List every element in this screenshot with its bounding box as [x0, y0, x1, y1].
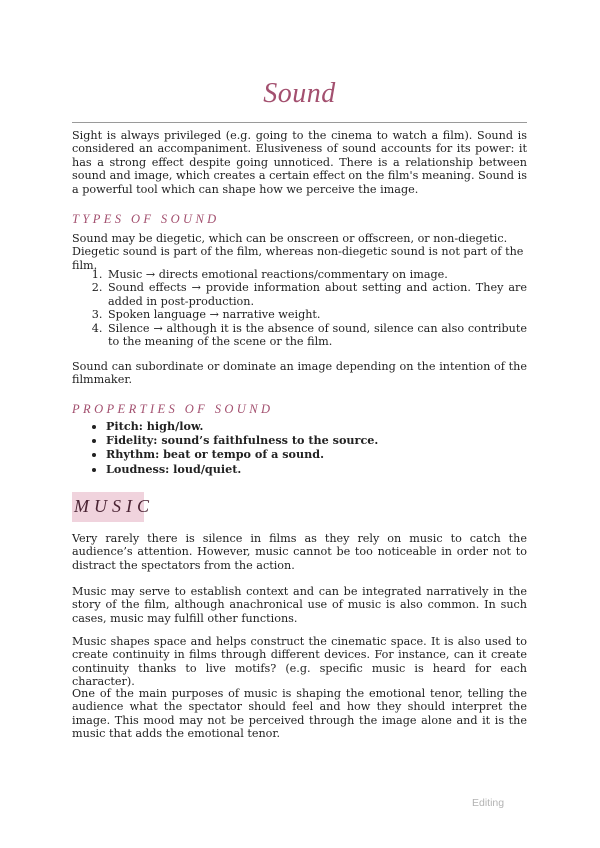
- music-paragraph-3-block: [72, 635, 527, 689]
- types-line-1: Sound may be diegetic, which can be onscreen or offscreen, or non-diegetic.: [72, 232, 508, 245]
- list-item: • Fidelity: sound’s faithfulness to the source.: [106, 433, 527, 447]
- list-item: • Pitch: high/low.: [106, 419, 527, 433]
- types-list-block: [72, 268, 527, 348]
- intro-paragraph: Sight is always privileged (e.g. going to the cinema to watch a film). Sound is considered an accompaniment. Elusiveness of sound accounts for its power: it has a strong effect despite going unnoticed. There is a relationship between sound and image, which creates a certain effect on the film's meaning. Sound is a powerful tool which can shape how we perceive the image.: [72, 129, 527, 196]
- list-item: 1. Music → directs emotional reactions/commentary on image.: [106, 268, 527, 281]
- page-title: Sound: [263, 78, 336, 109]
- music-paragraph: One of the main purposes of music is shaping the emotional tenor, telling the audience what the spectator should feel and how they should interpret the image. This mood may not be perceived through the image alone and it is the music that adds the emotional tenor.: [72, 687, 527, 741]
- types-line-2: Diegetic sound is part of the film, whereas non-diegetic sound is not part of the film.: [72, 245, 524, 272]
- list-item: • Rhythm: beat or tempo of a sound.: [106, 447, 527, 461]
- types-heading: TYPES OF SOUND: [72, 212, 220, 226]
- title-divider: [72, 122, 527, 123]
- list-item: 3. Spoken language → narrative weight.: [106, 308, 527, 321]
- intro-section: [72, 129, 527, 196]
- list-item: • Loudness: loud/quiet.: [106, 462, 527, 476]
- properties-list-block: [72, 419, 527, 476]
- types-list: [72, 268, 527, 348]
- music-paragraph-1-block: [72, 532, 527, 572]
- properties-section: [72, 402, 527, 417]
- list-item: 4. Silence → although it is the absence of sound, silence can also contribute to the meaning of the scene or the film.: [106, 322, 527, 349]
- music-paragraph-4-block: [72, 687, 527, 741]
- types-intro: [72, 232, 527, 272]
- music-paragraph: Music shapes space and helps construct the cinematic space. It is also used to create continuity in films through different devices. For instance, can it create continuity thanks to live motifs? (e.g. specific music is heard for each character).: [72, 635, 527, 689]
- properties-list: [72, 419, 527, 476]
- music-paragraph: Music may serve to establish context and can be integrated narratively in the story of the film, although anachronical use of music is also common. In such cases, music may fulfill other functions.: [72, 585, 527, 625]
- music-heading: MUSIC: [74, 496, 154, 516]
- footer-label: Editing: [472, 797, 505, 809]
- music-paragraph-2-block: [72, 585, 527, 625]
- music-paragraph: Very rarely there is silence in films as they rely on music to catch the audience’s attention. However, music cannot be too noticeable in order not to distract the spectators from the action.: [72, 532, 527, 572]
- properties-heading: PROPERTIES OF SOUND: [72, 402, 274, 416]
- types-section: [72, 212, 527, 227]
- types-closing: Sound can subordinate or dominate an image depending on the intention of the filmmaker.: [72, 360, 527, 387]
- list-item: 2. Sound effects → provide information about setting and action. They are added in post-production.: [106, 281, 527, 308]
- types-closing-block: [72, 360, 527, 387]
